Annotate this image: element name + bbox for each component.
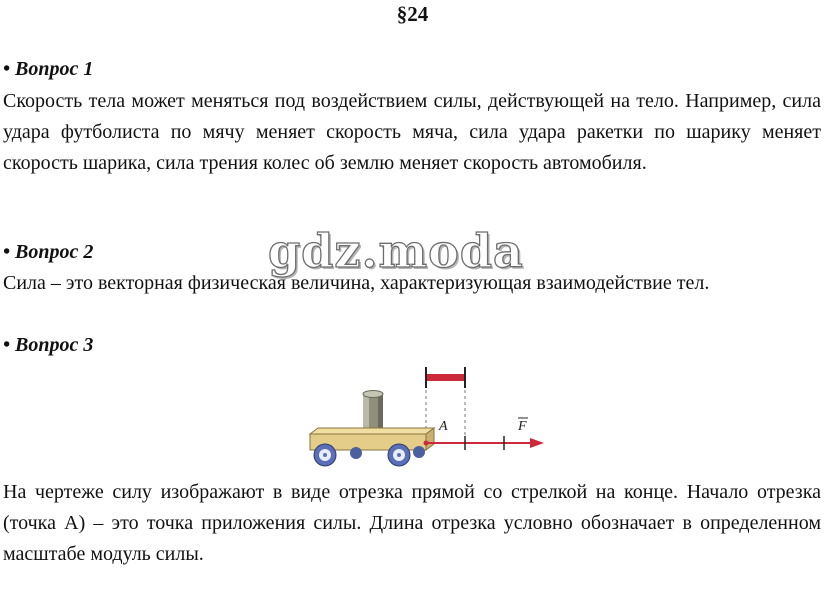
- section-title: §24: [396, 2, 429, 26]
- point-a-label: A: [439, 419, 448, 434]
- question-3-answer: На чертеже силу изображают в виде отрезка прямой со стрелкой на конце. Начало отрезка (точка А) – это точка приложения силы. Длина отрезка условно обозначает в определенном масштабе модуль силы.: [3, 481, 821, 565]
- scale-bar: [427, 374, 464, 381]
- scale-segment: [426, 367, 465, 388]
- question-3-heading: • Вопрос 3: [3, 334, 94, 356]
- force-vector: [424, 436, 545, 450]
- question-2-heading: • Вопрос 2: [3, 241, 94, 263]
- question-1-answer: Скорость тела может меняться под воздействием силы, действующей на тело. Например, сила удара футболиста по мячу меняет скорость мяча, сила удара ракетки по шарику меняет скорость шарика, сила трения колес об землю меняет скорость автомобиля.: [3, 90, 821, 174]
- question-1-heading: • Вопрос 1: [3, 58, 94, 80]
- vector-f-label: F: [518, 419, 527, 434]
- force-diagram: [298, 362, 546, 474]
- question-2-answer: Сила – это векторная физическая величина, характеризующая взаимодействие тел.: [3, 272, 710, 294]
- application-point: [424, 441, 429, 446]
- watermark: gdz.moda: [268, 224, 524, 278]
